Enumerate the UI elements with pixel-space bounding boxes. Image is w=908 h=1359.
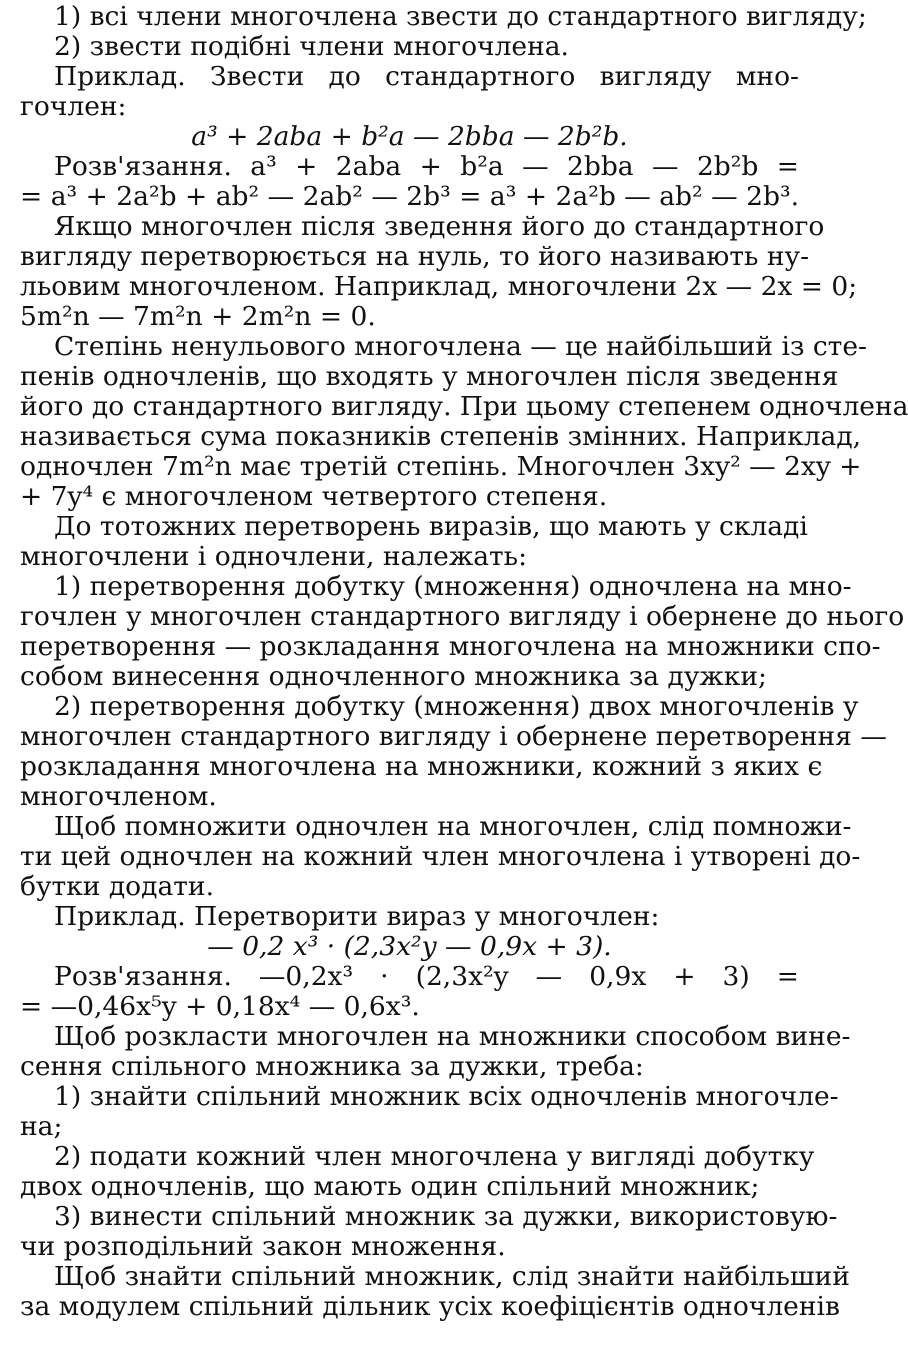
text-line: 1) знайти спільний множник всіх одночленів многочле- <box>54 1081 839 1112</box>
text-line: ти цей одночлен на кожний член многочлена і утворені до- <box>20 841 861 872</box>
text-line: Розв'язання. a³ + 2aba + b²a — 2bba — 2b²b = <box>54 151 799 182</box>
text-line: 5m²n — 7m²n + 2m²n = 0. <box>20 301 376 332</box>
text-line: 2) подати кожний член многочлена у вигляді добутку <box>54 1141 815 1172</box>
text-line: Якщо многочлен після зведення його до стандартного <box>54 211 825 242</box>
text-line: Щоб знайти спільний множник, слід знайти найбільший <box>54 1261 850 1292</box>
text-line: = a³ + 2a²b + ab² — 2ab² — 2b³ = a³ + 2a²b — ab² — 2b³. <box>20 181 799 212</box>
text-line: 2) перетворення добутку (множення) двох многочленів у <box>54 691 859 722</box>
text-line: за модулем спільний дільник усіх коефіцієнтів одночленів <box>20 1291 840 1322</box>
text-line: льовим многочленом. Наприклад, многочлени 2x — 2x = 0; <box>20 271 858 302</box>
text-line: До тотожних перетворень виразів, що мають у складі <box>54 511 808 542</box>
text-line: гочлен у многочлен стандартного вигляду і обернене до нього <box>20 601 905 632</box>
text-line: сення спільного множника за дужки, треба: <box>20 1051 644 1082</box>
text-line: = —0,46x⁵y + 0,18x⁴ — 0,6x³. <box>20 991 420 1022</box>
text-line: його до стандартного вигляду. При цьому степенем одночлена <box>20 391 908 422</box>
text-line: називається сума показників степенів змінних. Наприклад, <box>20 421 862 452</box>
text-line: розкладання многочлена на множники, кожний з яких є <box>20 751 823 782</box>
text-line: собом винесення одночленного множника за дужки; <box>20 661 767 692</box>
text-line: на; <box>20 1111 63 1142</box>
text-line: Приклад. Перетворити вираз у многочлен: <box>54 901 660 932</box>
text-line: гочлен: <box>20 91 127 122</box>
text-line: многочленом. <box>20 781 217 812</box>
text-line: Щоб помножити одночлен на многочлен, слід помножи- <box>54 811 852 842</box>
text-line: 3) винести спільний множник за дужки, використовую- <box>54 1201 838 1232</box>
text-line: + 7y⁴ є многочленом четвертого степеня. <box>20 481 608 512</box>
text-line: Приклад. Звести до стандартного вигляду мно- <box>54 61 799 92</box>
text-line: вигляду перетворюється на нуль, то його називають ну- <box>20 241 810 272</box>
text-line: многочлен стандартного вигляду і обернене перетворення — <box>20 721 887 752</box>
text-line: 2) звести подібні члени многочлена. <box>54 31 569 62</box>
text-line: двох одночленів, що мають один спільний множник; <box>20 1171 760 1202</box>
text-line: Степінь ненульового многочлена — це найбільший із сте- <box>54 331 867 362</box>
text-line: чи розподільний закон множення. <box>20 1231 506 1262</box>
text-line: 1) всі члени многочлена звести до стандартного вигляду; <box>54 1 867 32</box>
text-line: Розв'язання. —0,2x³ · (2,3x²y — 0,9x + 3) = <box>54 961 799 992</box>
text-line: бутки додати. <box>20 871 214 902</box>
text-line: одночлен 7m²n має третій степінь. Многочлен 3xy² — 2xy + <box>20 451 862 482</box>
text-line: Щоб розкласти многочлен на множники способом вине- <box>54 1021 851 1052</box>
text-line: a³ + 2aba + b²a — 2bba — 2b²b. <box>191 121 628 152</box>
text-line: перетворення — розкладання многочлена на множники спо- <box>20 631 881 662</box>
text-line: пенів одночленів, що входять у многочлен після зведення <box>20 361 839 392</box>
text-line: — 0,2 x³ · (2,3x²y — 0,9x + 3). <box>207 931 612 962</box>
text-line: многочлени і одночлени, належать: <box>20 541 528 572</box>
text-line: 1) перетворення добутку (множення) одночлена на мно- <box>54 571 852 602</box>
